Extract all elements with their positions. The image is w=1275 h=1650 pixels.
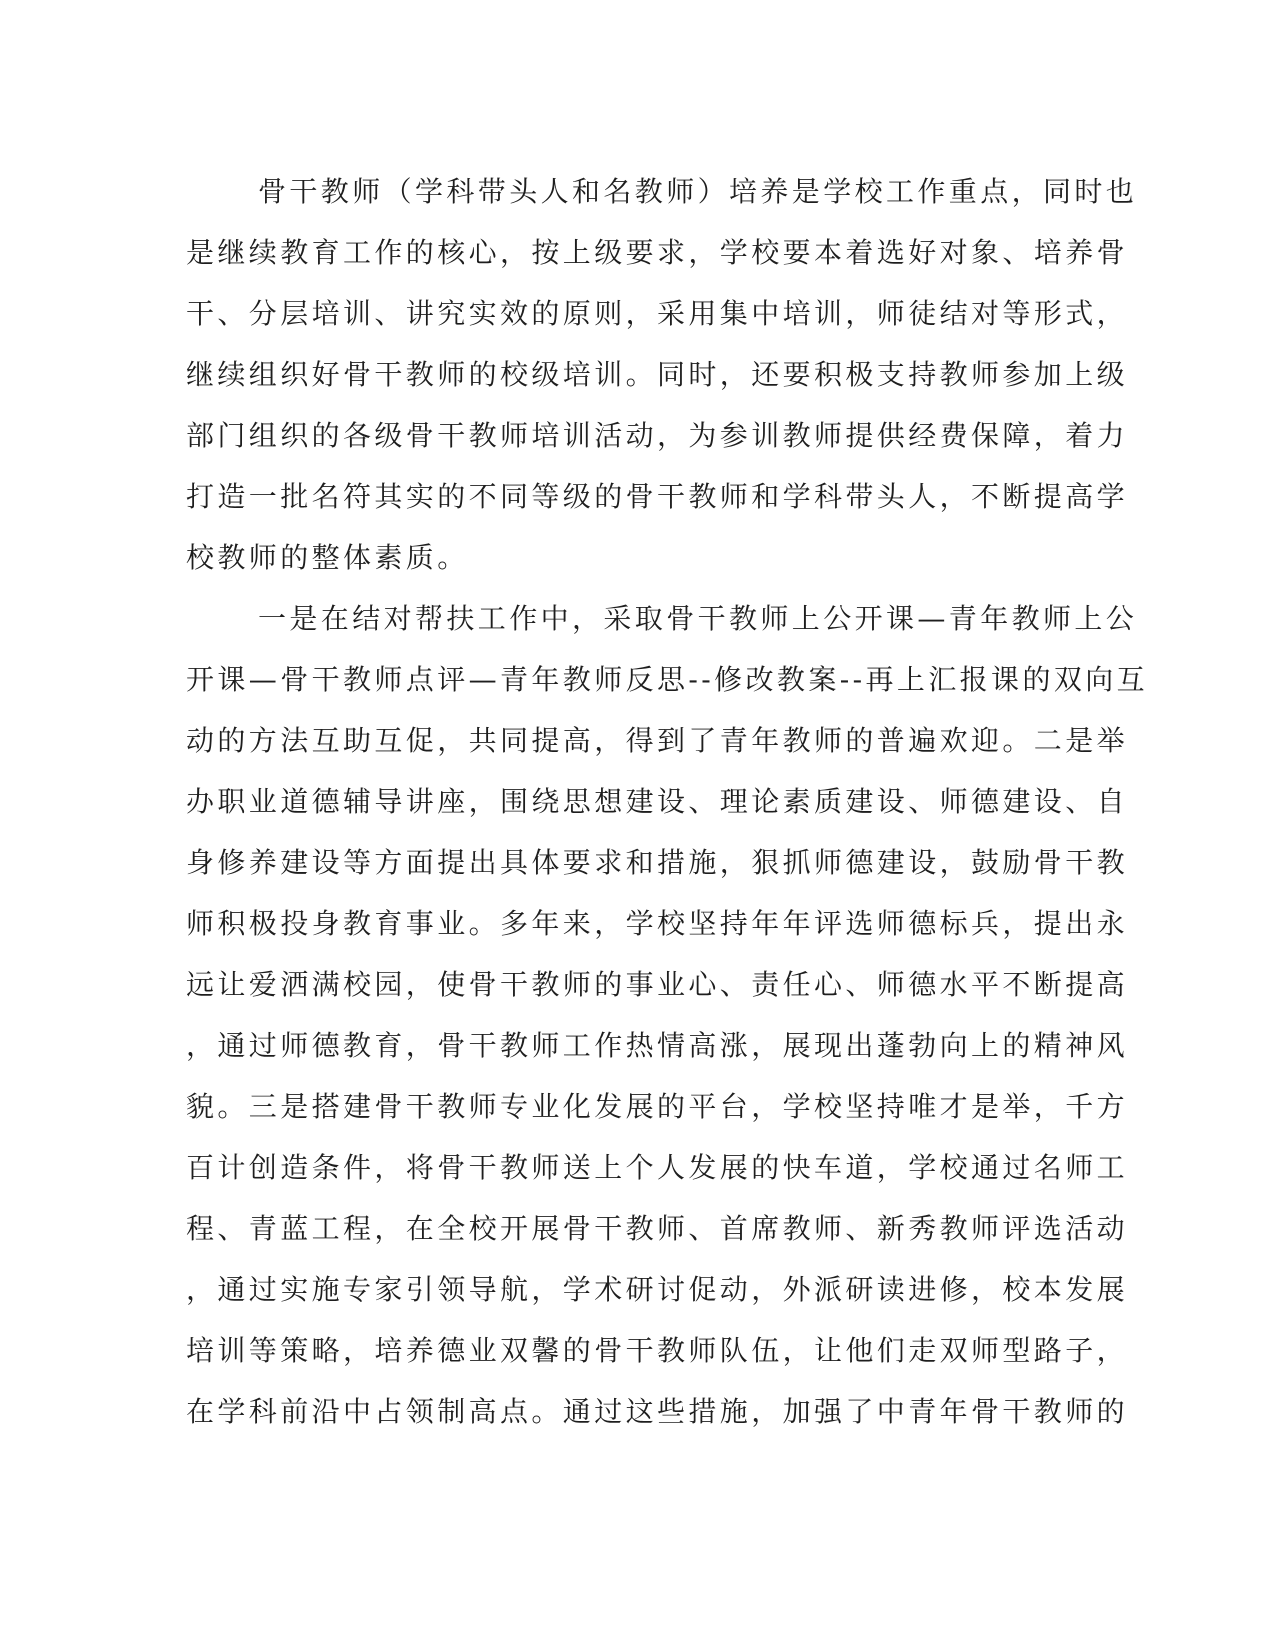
paragraph-2-line: 程、青蓝工程，在全校开展骨干教师、首席教师、新秀教师评选活动 bbox=[186, 1212, 1129, 1245]
paragraph-2-line: 动的方法互助互促，共同提高，得到了青年教师的普遍欢迎。二是举 bbox=[186, 724, 1129, 757]
paragraph-1-line: 打造一批名符其实的不同等级的骨干教师和学科带头人，不断提高学 bbox=[186, 480, 1129, 513]
paragraph-2-line: ，通过师德教育，骨干教师工作热情高涨，展现出蓬勃向上的精神风 bbox=[186, 1029, 1129, 1062]
paragraph-2-line: 貌。三是搭建骨干教师专业化发展的平台，学校坚持唯才是举，千方 bbox=[186, 1090, 1129, 1123]
paragraph-2-line: 百计创造条件，将骨干教师送上个人发展的快车道，学校通过名师工 bbox=[186, 1151, 1129, 1184]
paragraph-2-line: ，通过实施专家引领导航，学术研讨促动，外派研读进修，校本发展 bbox=[186, 1273, 1129, 1306]
paragraph-2-line: 开课—骨干教师点评—青年教师反思--修改教案--再上汇报课的双向互 bbox=[186, 663, 1149, 696]
paragraph-1-line: 是继续教育工作的核心，按上级要求，学校要本着选好对象、培养骨 bbox=[186, 236, 1129, 269]
paragraph-1-line: 部门组织的各级骨干教师培训活动，为参训教师提供经费保障，着力 bbox=[186, 419, 1129, 452]
paragraph-1-line: 干、分层培训、讲究实效的原则，采用集中培训，师徒结对等形式， bbox=[186, 297, 1129, 330]
paragraph-2-line: 一是在结对帮扶工作中，采取骨干教师上公开课—青年教师上公 bbox=[258, 602, 1138, 635]
paragraph-1-line: 校教师的整体素质。 bbox=[186, 541, 469, 574]
paragraph-2-line: 办职业道德辅导讲座，围绕思想建设、理论素质建设、师德建设、自 bbox=[186, 785, 1129, 818]
paragraph-1-line: 骨干教师（学科带头人和名教师）培养是学校工作重点，同时也 bbox=[258, 175, 1138, 208]
paragraph-2-line: 身修养建设等方面提出具体要求和措施，狠抓师德建设，鼓励骨干教 bbox=[186, 846, 1129, 879]
paragraph-2-line: 师积极投身教育事业。多年来，学校坚持年年评选师德标兵，提出永 bbox=[186, 907, 1129, 940]
paragraph-1-line: 继续组织好骨干教师的校级培训。同时，还要积极支持教师参加上级 bbox=[186, 358, 1129, 391]
paragraph-2-line: 培训等策略，培养德业双馨的骨干教师队伍，让他们走双师型路子， bbox=[186, 1334, 1129, 1367]
paragraph-2-line: 远让爱洒满校园，使骨干教师的事业心、责任心、师德水平不断提高 bbox=[186, 968, 1129, 1001]
document-body bbox=[186, 161, 1149, 1442]
paragraph-2-line: 在学科前沿中占领制高点。通过这些措施，加强了中青年骨干教师的 bbox=[186, 1395, 1129, 1428]
